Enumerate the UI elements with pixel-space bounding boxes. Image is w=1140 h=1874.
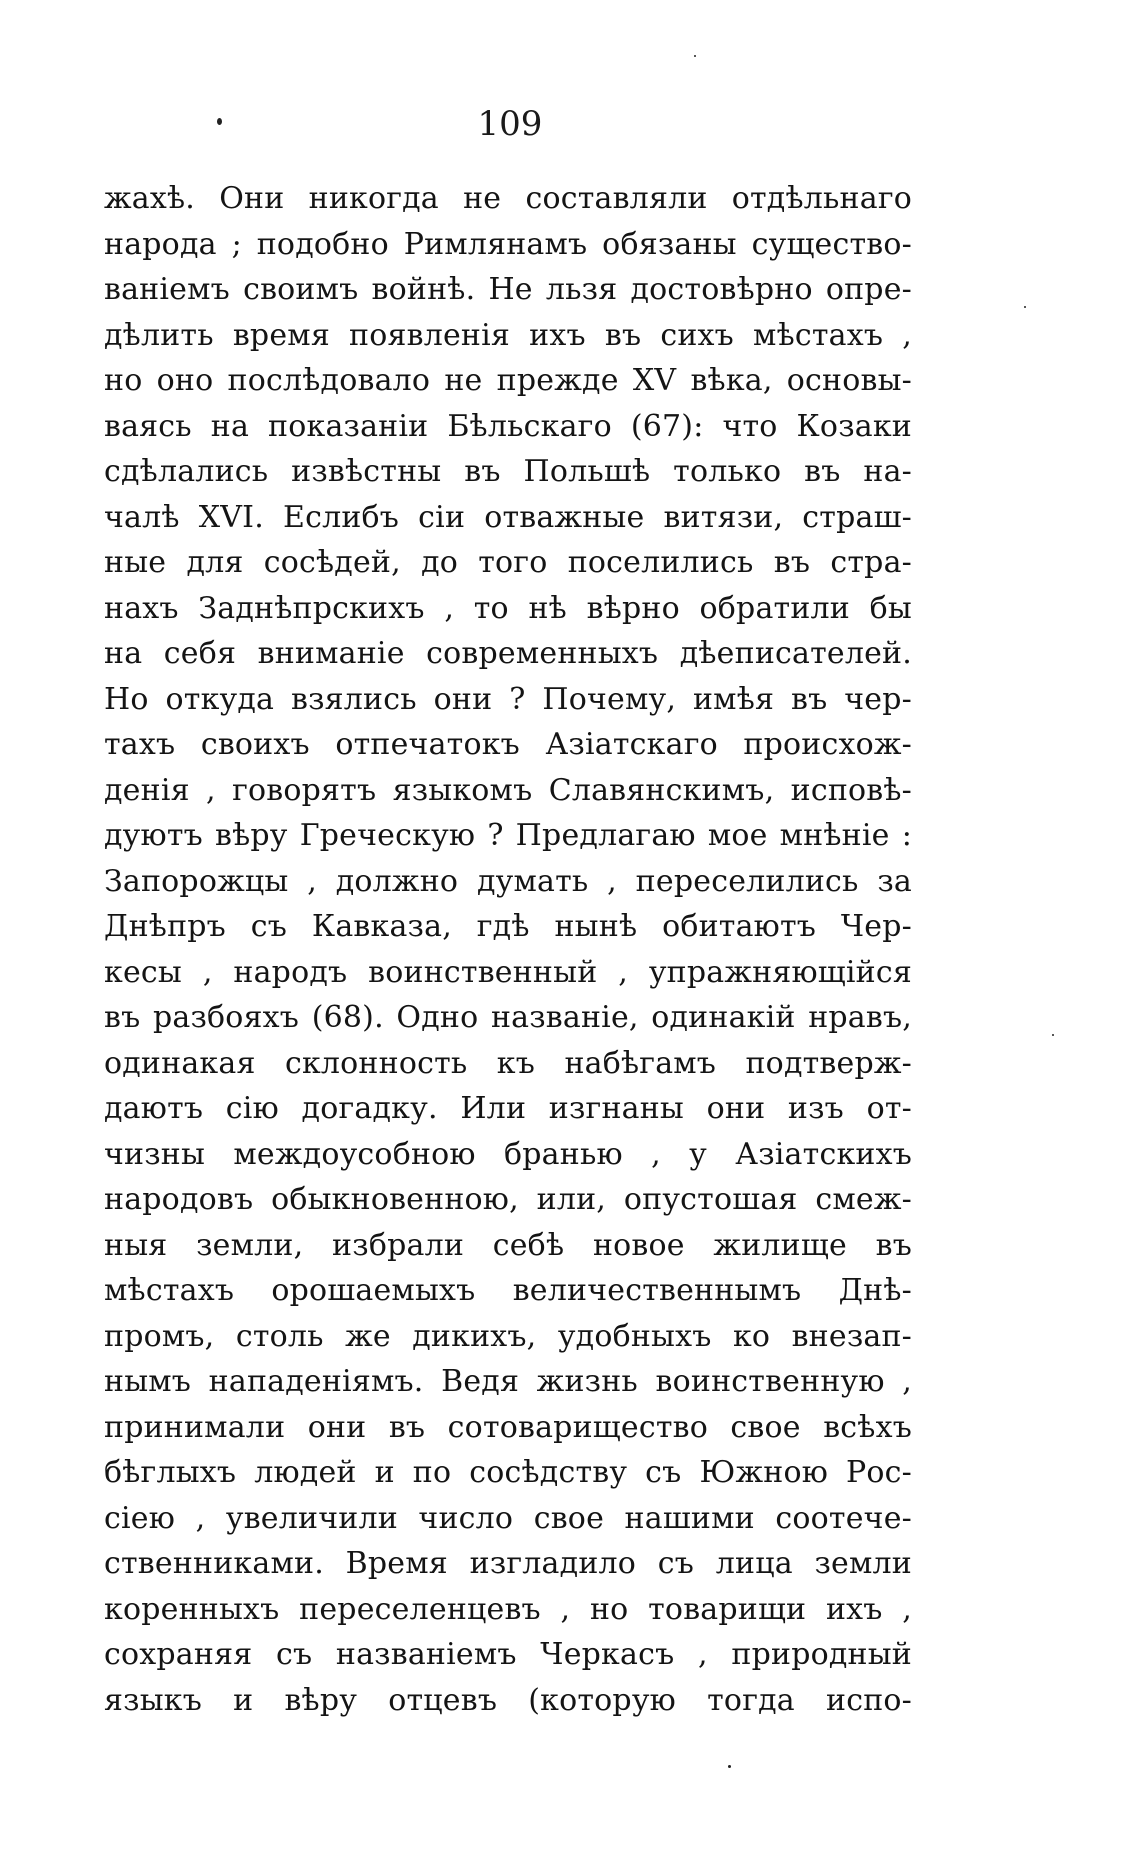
text-line: одинакая склонность къ набѣгамъ подтверж- [104, 1045, 912, 1081]
text-line: ные для сосѣдей, до того поселились въ стра- [104, 545, 912, 580]
text-line: ныя земли, избрали себѣ новое жилище въ [104, 1227, 912, 1263]
scan-speck [1024, 306, 1026, 308]
text-line: Запорожцы , должно думать , переселились за [104, 863, 912, 899]
text-line: дуютъ вѣру Греческую ? Предлагаю мое мнѣніе : [104, 818, 912, 853]
text-line: даютъ сію догадку. Или изгнаны они изъ от- [104, 1091, 912, 1126]
text-line: чалѣ XVI. Еслибъ сіи отважные витязи, страш- [104, 499, 912, 535]
text-line: языкъ и вѣру отцевъ (которую тогда испо- [104, 1682, 912, 1718]
body-text [104, 176, 912, 1723]
text-line: сіею , увеличили число свое нашими соотече- [104, 1500, 912, 1536]
text-line: въ разбояхъ (68). Одно названіе, одинакій нравъ, [104, 1000, 912, 1035]
text-line: сохраняя съ названіемъ Черкасъ , природный [104, 1637, 912, 1672]
text-line: нахъ Заднѣпрскихъ , то нѣ вѣрно обратили бы [104, 590, 912, 626]
scan-speck [694, 55, 696, 57]
text-line: кесы , народъ воинственный , упражняющійся [104, 954, 912, 990]
text-line: Но откуда взялись они ? Почему, имѣя въ чер- [104, 681, 912, 717]
text-line: дѣлить время появленія ихъ въ сихъ мѣстахъ , [104, 317, 912, 353]
text-line: коренныхъ переселенцевъ , но товарищи ихъ , [104, 1591, 912, 1627]
text-line: но оно послѣдовало не прежде XV вѣка, основы- [104, 363, 912, 398]
text-line: народовъ обыкновенною, или, опустошая смеж- [104, 1182, 912, 1217]
scan-speck [728, 1765, 731, 1768]
text-line: ваніемъ своимъ войнѣ. Не льзя достовѣрно опре- [104, 272, 912, 307]
text-line: мѣстахъ орошаемыхъ величественнымъ Днѣ- [104, 1273, 912, 1308]
text-line: сдѣлались извѣстны въ Польшѣ только въ на- [104, 454, 912, 489]
text-line: народа ; подобно Римлянамъ обязаны существо- [104, 226, 912, 262]
text-line: нымъ нападеніямъ. Ведя жизнь воинственную , [104, 1364, 912, 1399]
text-line: на себя вниманіе современныхъ дѣеписателей. [104, 636, 912, 671]
text-line: денія , говорятъ языкомъ Славянскимъ, исповѣ- [104, 772, 912, 808]
scan-speck [217, 118, 222, 125]
text-line: Днѣпръ съ Кавказа, гдѣ нынѣ обитаютъ Чер- [104, 909, 912, 944]
text-line: чизны междоусобною бранью , у Азіатскихъ [104, 1136, 912, 1172]
page-number: 109 [477, 104, 543, 144]
text-line: бѣглыхъ людей и по сосѣдству съ Южною Рос- [104, 1455, 912, 1490]
text-line: ваясь на показаніи Бѣльскаго (67): что Козаки [104, 408, 912, 444]
scan-speck [1052, 1034, 1054, 1036]
text-line: жахѣ. Они никогда не составляли отдѣльнаго [104, 181, 912, 216]
text-line: ственниками. Время изгладило съ лица земли [104, 1546, 912, 1581]
text-line: тахъ своихъ отпечатокъ Азіатскаго происхож- [104, 727, 912, 762]
text-line: промъ, столь же дикихъ, удобныхъ ко внезап- [104, 1318, 912, 1354]
text-line: принимали они въ сотоварищество свое всѣхъ [104, 1409, 912, 1445]
